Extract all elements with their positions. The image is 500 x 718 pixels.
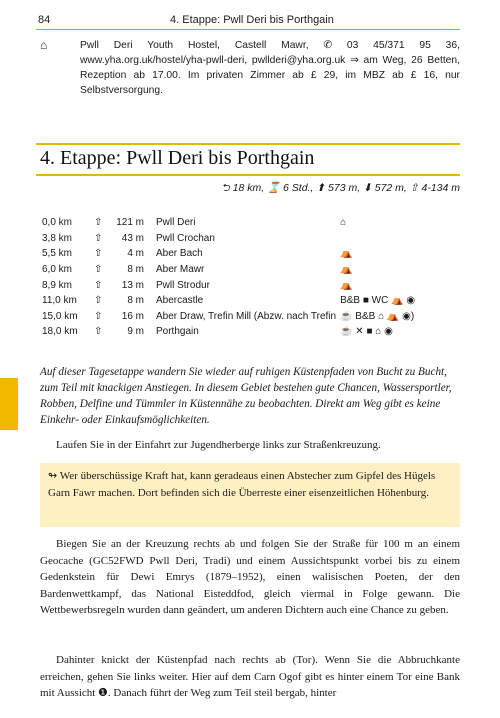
waypoint-name: Porthgain	[156, 326, 199, 338]
waypoint-facility-icons: ⌂	[340, 217, 347, 229]
running-title: 4. Etappe: Pwll Deri bis Porthgain	[170, 14, 334, 26]
stage-stats: ⮌ 18 km, ⌛ 6 Std., ⬆ 573 m, ⬇ 572 m, ⇧ 4-134 m	[221, 182, 460, 194]
waypoint-altitude: 13 m	[121, 279, 144, 291]
waypoint-facility-icons: B&B ■ WC ⛺ ◉	[340, 295, 416, 307]
waypoint-altitude: 4 m	[127, 248, 144, 260]
waypoint-row	[42, 277, 415, 293]
waypoint-altitude: 8 m	[127, 264, 144, 276]
waypoint-facility-icons: ⛺	[340, 264, 353, 276]
running-header	[0, 8, 500, 30]
waypoint-facility-icons: ⛺	[340, 279, 353, 291]
waypoint-facility-icons: ☕ B&B ⌂ ⛺ ◉)	[340, 310, 415, 322]
page-number: 84	[38, 14, 51, 26]
waypoint-row	[42, 309, 415, 325]
waypoint-km: 8,9 km	[42, 279, 73, 291]
waypoint-name: Aber Draw, Trefin Mill (Abzw. nach Trefin	[156, 310, 337, 322]
title-rule-top	[36, 143, 460, 145]
waypoint-altitude: 121 m	[116, 217, 144, 229]
waypoint-altitude: 8 m	[127, 295, 144, 307]
waypoint-table	[42, 215, 415, 340]
stage-title: 4. Etappe: Pwll Deri bis Porthgain	[40, 147, 315, 169]
header-rule	[36, 29, 460, 30]
waypoint-km: 18,0 km	[42, 326, 78, 338]
waypoint-name: Abercastle	[156, 295, 204, 307]
ascent-icon: ⇧	[94, 326, 103, 338]
waypoint-name: Pwll Crochan	[156, 232, 215, 244]
ascent-icon: ⇧	[94, 264, 103, 276]
ascent-icon: ⇧	[94, 232, 103, 244]
ascent-icon: ⇧	[94, 217, 103, 229]
waypoint-row	[42, 324, 415, 340]
waypoint-km: 5,5 km	[42, 248, 73, 260]
waypoint-row	[42, 293, 415, 309]
chapter-tab	[0, 378, 18, 430]
tip-box	[40, 463, 460, 527]
paragraph-1: Laufen Sie in der Einfahrt zur Jugendherberge links zur Straßenkreuzung.	[56, 439, 381, 451]
waypoint-facility-icons	[336, 231, 415, 247]
waypoint-km: 0,0 km	[42, 217, 73, 229]
waypoint-km: 11,0 km	[42, 295, 77, 307]
waypoint-name: Pwll Deri	[156, 217, 196, 229]
paragraph-3-text: Dahinter knickt der Küstenpfad nach rechts ab (Tor). Wenn Sie die Abbruchkante erreichen, gehen Sie links weiter. Hier auf dem Carn Ogof gibt es hinter einem Tor eine Bank mit Aussicht ❶. Danach führt der Weg zum Teil steil bergab, hinter	[40, 654, 460, 699]
waypoint-row	[42, 215, 415, 231]
waypoint-facility-icons: ⛺	[340, 248, 353, 260]
waypoint-altitude: 16 m	[121, 310, 144, 322]
waypoint-km: 3,8 km	[42, 232, 73, 244]
waypoint-row	[42, 231, 415, 247]
waypoint-facility-icons: ☕ ✕ ■ ⌂ ◉	[340, 326, 393, 338]
hostel-text: Pwll Deri Youth Hostel, Castell Mawr, ✆ 03 45/371 95 36, www.yha.org.uk/hostel/yha-pwll-deri, pwllderi@yha.org.uk ⇒ am Weg, 26 Betten, Rezeption ab 17.00. Im privaten Zimmer ab £ 29, im MBZ ab £ 16, nur Selbstversorgung.	[80, 40, 460, 96]
waypoint-row	[42, 246, 415, 262]
paragraph-2-text: Biegen Sie an der Kreuzung rechts ab und folgen Sie der Straße für 100 m an einem Geocache (GC52FWD Pwll Deri, Tradi) und einem Aussichtspunkt vorbei bis zu einem Gedenkstein für Dewi Emrys (1879–1952), einen walisischen Poeten, der den Bardenwettkampf, das National Eisteddfod, gleich viermal in Folge gewann. Die Wettbewerbsregeln wurden dann geändert, um anderen Dichtern auch eine Chance zu geben.	[40, 538, 460, 616]
title-rule-bottom	[36, 174, 460, 176]
waypoint-altitude: 43 m	[121, 232, 144, 244]
intro-text: Auf dieser Tagesetappe wandern Sie wieder auf ruhigen Küstenpfaden von Bucht zu Bucht, zum Teil mit knackigen Anstiegen. In diesem Gebiet bestehen gute Chancen, Wassersportler, Robben, Delfine und Tümmler in Küstennähe zu beobachten. Direkt am Weg gibt es keine Einkehr- oder Einkaufsmöglichkeiten.	[40, 366, 452, 426]
ascent-icon: ⇧	[94, 310, 103, 322]
hostel-icon: ⌂	[40, 38, 48, 52]
tip-text: ↬ Wer überschüssige Kraft hat, kann geradeaus einen Abstecher zum Gipfel des Hügels Garn Fawr machen. Dort befinden sich die Überreste einer eisenzeitlichen Höhenburg.	[48, 470, 436, 499]
paragraph-2	[40, 536, 460, 619]
waypoint-name: Aber Bach	[156, 248, 203, 260]
paragraph-3	[40, 652, 460, 702]
ascent-icon: ⇧	[94, 295, 103, 307]
waypoint-name: Aber Mawr	[156, 264, 205, 276]
hostel-info	[40, 38, 460, 98]
waypoint-altitude: 9 m	[127, 326, 144, 338]
waypoint-row	[42, 262, 415, 278]
ascent-icon: ⇧	[94, 279, 103, 291]
waypoint-name: Pwll Strodur	[156, 279, 210, 291]
ascent-icon: ⇧	[94, 248, 103, 260]
waypoint-km: 6,0 km	[42, 264, 73, 276]
waypoint-km: 15,0 km	[42, 310, 78, 322]
